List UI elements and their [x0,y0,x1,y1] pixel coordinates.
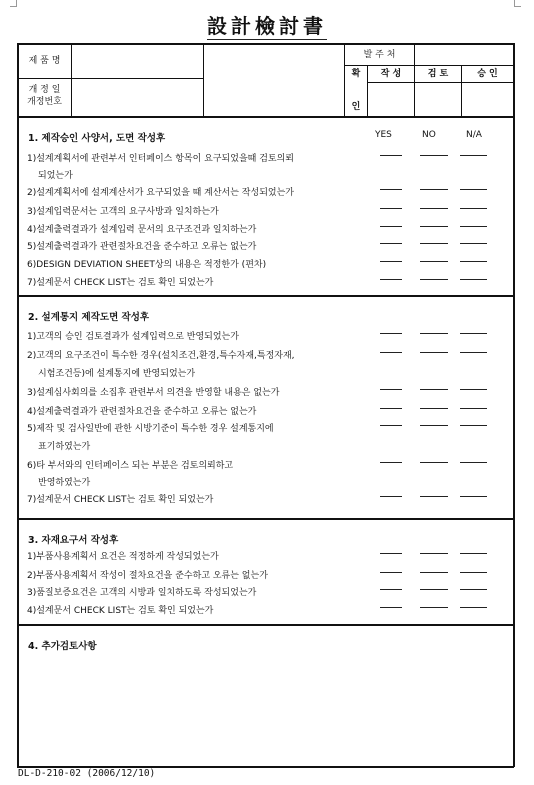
answer-blank-line[interactable] [420,243,448,244]
revision-number-label: 개정번호 [27,97,62,107]
revision-label [18,84,71,108]
document-title: 設計檢討書 [207,14,327,38]
section-1-item-6: 6)DESIGN DEVIATION SHEET상의 내용은 적정한가 (편차) [27,260,267,270]
answer-blank-line[interactable] [380,333,402,334]
column-yes: YES [375,130,392,140]
section-1-item-4: 4)설계출력결과가 설계입력 문서의 요구조건과 일치하는가 [27,225,257,235]
answer-blank-line[interactable] [420,208,448,209]
answer-blank-line[interactable] [380,408,402,409]
answer-blank-line[interactable] [380,208,402,209]
answer-blank-line[interactable] [420,408,448,409]
author-sign-field[interactable] [368,83,414,116]
approve-label: 승 인 [477,69,498,79]
frame-right [513,43,515,767]
answer-blank-line[interactable] [420,462,448,463]
answer-blank-line[interactable] [460,243,487,244]
approve-sign-field[interactable] [462,83,513,116]
answer-blank-line[interactable] [380,496,402,497]
section-1-item-1: 1)설계계획서에 관련부서 인터페이스 항목이 요구되었을때 검토의뢰 [27,154,294,164]
additional-review-area[interactable] [19,655,512,765]
section-3-item-1: 1)부품사용계획서 요건은 적정하게 작성되었는가 [27,552,219,562]
section-2-item-2: 2)고객의 요구조건이 특수한 경우(설치조건,환경,특수자재,특정자재, [27,351,295,361]
section-divider-3 [17,624,514,626]
section-2-item-6-cont: 반영하였는가 [38,478,91,488]
answer-blank-line[interactable] [460,462,487,463]
section-3-item-4: 4)설계문서 CHECK LIST는 검토 확인 되었는가 [27,606,214,616]
revision-date-label: 개 정 일 [28,85,61,95]
confirm-label-bottom: 인 [351,102,361,112]
answer-blank-line[interactable] [380,553,402,554]
header-vline-2 [203,43,204,117]
answer-blank-line[interactable] [380,155,402,156]
answer-blank-line[interactable] [420,389,448,390]
answer-blank-line[interactable] [460,352,487,353]
answer-blank-line[interactable] [380,589,402,590]
answer-blank-line[interactable] [420,261,448,262]
answer-blank-line[interactable] [460,408,487,409]
author-label: 작 성 [380,69,402,79]
answer-blank-line[interactable] [380,261,402,262]
answer-blank-line[interactable] [420,352,448,353]
section-3-item-3: 3)품질보증요건은 고객의 시방과 일치하도록 작성되었는가 [27,588,257,598]
issuer-field[interactable] [415,44,513,65]
header-hline-left [17,78,204,79]
section-2-title: 2. 설계통지 제작도면 작성후 [28,312,150,323]
crop-mark-top-left [10,0,17,7]
answer-blank-line[interactable] [460,572,487,573]
answer-blank-line[interactable] [460,496,487,497]
crop-mark-top-right [514,0,521,7]
answer-blank-line[interactable] [460,333,487,334]
product-name-field[interactable] [72,44,203,78]
section-2-item-3: 3)설계심사회의를 소집후 관련부서 의견을 반영할 내용은 없는가 [27,388,280,398]
answer-blank-line[interactable] [420,572,448,573]
section-4-title: 4. 추가검토사항 [28,641,97,652]
answer-blank-line[interactable] [420,425,448,426]
section-1-item-5: 5)설계출력결과가 관련절차요건을 준수하고 오류는 없는가 [27,242,257,252]
review-label: 검 토 [427,69,449,79]
answer-blank-line[interactable] [380,279,402,280]
section-2-item-5: 5)제작 및 검사일반에 관한 시방기준이 특수한 경우 설계통지에 [27,424,274,434]
answer-blank-line[interactable] [460,208,487,209]
answer-blank-line[interactable] [380,352,402,353]
answer-blank-line[interactable] [380,243,402,244]
section-2-item-2-cont: 시험조건등)에 설계통지에 반영되었는가 [38,369,196,379]
answer-blank-line[interactable] [420,333,448,334]
answer-blank-line[interactable] [460,607,487,608]
answer-blank-line[interactable] [380,226,402,227]
section-1-item-1-cont: 되었는가 [38,171,73,181]
section-2-item-5-cont: 표기하였는가 [38,442,91,452]
answer-blank-line[interactable] [380,189,402,190]
section-2-item-7: 7)설계문서 CHECK LIST는 검토 확인 되었는가 [27,495,214,505]
column-no: NO [422,130,436,140]
section-3-title: 3. 자재요구서 작성후 [28,535,119,546]
section-divider-1 [17,295,514,297]
answer-blank-line[interactable] [380,425,402,426]
answer-blank-line[interactable] [420,496,448,497]
answer-blank-line[interactable] [380,607,402,608]
section-2-item-1: 1)고객의 승인 검토결과가 설계입력으로 반영되었는가 [27,332,239,342]
answer-blank-line[interactable] [420,226,448,227]
answer-blank-line[interactable] [460,155,487,156]
section-1-item-2: 2)설계계획서에 설계계산서가 요구되었을 때 계산서는 작성되었는가 [27,188,294,198]
answer-blank-line[interactable] [420,155,448,156]
section-3-item-2: 2)부품사용계획서 작성이 절차요건을 준수하고 오류는 없는가 [27,571,268,581]
answer-blank-line[interactable] [460,226,487,227]
answer-blank-line[interactable] [380,462,402,463]
answer-blank-line[interactable] [420,589,448,590]
answer-blank-line[interactable] [460,261,487,262]
confirm-label-top: 확 [351,69,361,79]
answer-blank-line[interactable] [420,553,448,554]
answer-blank-line[interactable] [460,425,487,426]
answer-blank-line[interactable] [420,607,448,608]
header-bottom-line [17,116,514,118]
issuer-label: 발 주 처 [363,49,396,60]
section-1-title: 1. 제작승인 사양서, 도면 작성후 [28,133,166,144]
column-na: N/A [466,130,482,140]
section-1-item-3: 3)설계입력문서는 고객의 요구사방과 일치하는가 [27,207,219,217]
form-code: DL-D-210-02 (2006/12/10) [18,768,156,779]
answer-blank-line[interactable] [460,589,487,590]
answer-blank-line[interactable] [380,572,402,573]
section-1-item-7: 7)설계문서 CHECK LIST는 검토 확인 되었는가 [27,278,214,288]
review-sign-field[interactable] [415,83,461,116]
answer-blank-line[interactable] [460,389,487,390]
answer-blank-line[interactable] [380,389,402,390]
section-2-item-4: 4)설계출력결과가 관련절차요건을 준수하고 오류는 없는가 [27,407,257,417]
answer-blank-line[interactable] [460,189,487,190]
section-2-item-6: 6)타 부서와의 인터페이스 되는 부분은 검토의뢰하고 [27,461,234,471]
answer-blank-line[interactable] [460,279,487,280]
answer-blank-line[interactable] [420,189,448,190]
product-name-label: 제 품 명 [28,56,61,66]
section-divider-2 [17,518,514,520]
answer-blank-line[interactable] [420,279,448,280]
answer-blank-line[interactable] [460,553,487,554]
